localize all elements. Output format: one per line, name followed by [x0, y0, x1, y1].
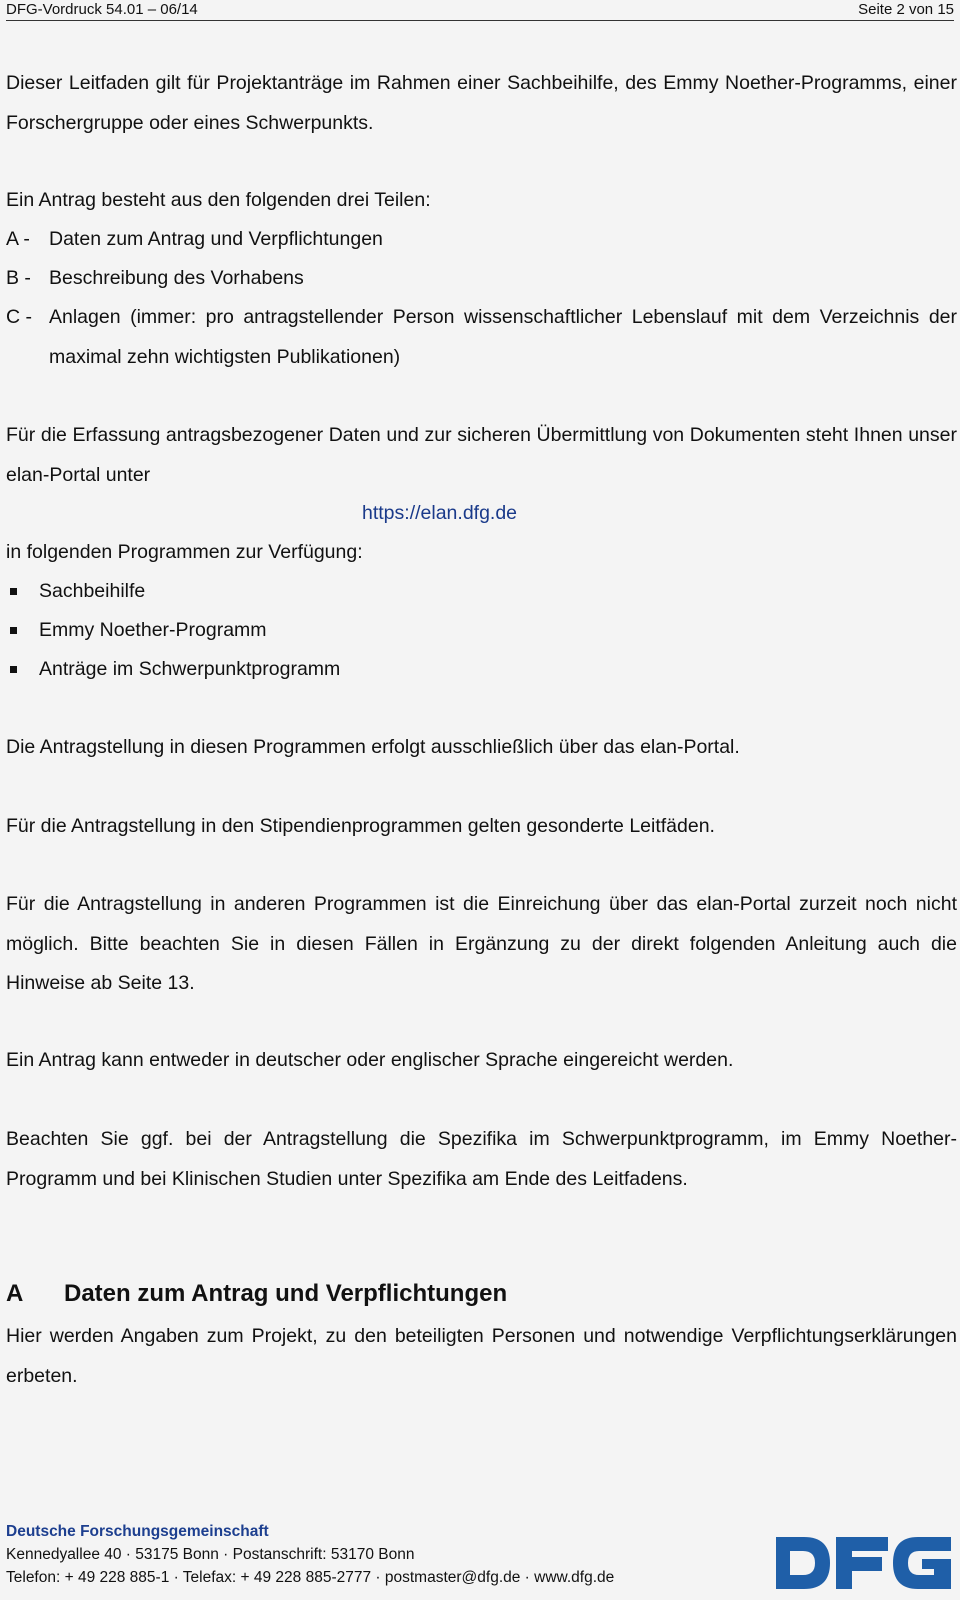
part-item — [6, 298, 957, 377]
exclusive-note: Die Antragstellung in diesen Programmen erfolgt ausschließlich über das elan-Portal. — [6, 736, 740, 758]
program-label: Anträge im Schwerpunktprogramm — [39, 658, 341, 680]
scholarship-note: Für die Antragstellung in den Stipendienprogrammen gelten gesonderte Leitfäden. — [6, 815, 715, 837]
page-header — [6, 0, 954, 21]
section-heading — [6, 1274, 507, 1314]
part-text: Daten zum Antrag und Verpflichtungen — [49, 228, 383, 250]
scope-paragraph: Dieser Leitfaden gilt für Projektanträge im Rahmen einer Sachbeihilfe, des Emmy Noether-Programms, einer Forschergruppe oder eines Schwerpunkts. — [6, 72, 957, 134]
elan-portal-link[interactable]: https://elan.dfg.de — [362, 502, 518, 524]
section-title: Daten zum Antrag und Verpflichtungen — [64, 1280, 508, 1307]
specifics-note: Beachten Sie ggf. bei der Antragstellung die Spezifika im Schwerpunktprogramm, im Emmy Noether-Programm und bei Klinischen Studien unter Spezifika am Ende des Leitfadens. — [6, 1128, 957, 1190]
portal-paragraph: Für die Erfassung antragsbezogener Daten und zur sicheren Übermittlung von Dokumenten steht Ihnen unser elan-Portal unter — [6, 424, 957, 486]
page-footer — [6, 1520, 614, 1589]
page-number: Seite 2 von 15 — [858, 1, 954, 18]
org-contact: Telefon: + 49 228 885-1 · Telefax: + 49 228 885-2777 · postmaster@dfg.de · www.dfg.de — [6, 1569, 615, 1586]
org-address: Kennedyallee 40 · 53175 Bonn · Postanschrift: 53170 Bonn — [6, 1546, 415, 1563]
section-paragraph: Hier werden Angaben zum Projekt, zu den beteiligten Personen und notwendige Verpflichtungserklärungen erbeten. — [6, 1325, 957, 1387]
part-label: C - — [6, 306, 32, 328]
parts-intro: Ein Antrag besteht aus den folgenden drei Teilen: — [6, 189, 431, 211]
other-programs-note: Für die Antragstellung in anderen Programmen ist die Einreichung über das elan-Portal zurzeit noch nicht möglich. Bitte beachten Sie in diesen Fällen in Ergänzung zu der direkt folgenden Anleitung auch die Hinweise ab Seite 13. — [6, 893, 957, 994]
bullet-icon — [10, 666, 17, 673]
program-label: Emmy Noether-Programm — [39, 619, 267, 641]
program-label: Sachbeihilfe — [39, 580, 146, 602]
list-item — [6, 572, 957, 612]
section-letter: A — [6, 1280, 24, 1307]
programs-intro: in folgenden Programmen zur Verfügung: — [6, 541, 363, 563]
form-id: DFG-Vordruck 54.01 – 06/14 — [6, 1, 198, 18]
part-text: Anlagen (immer: pro antragstellender Person wissenschaftlicher Lebenslauf mit dem Verzeichnis der maximal zehn wichtigsten Publikationen) — [49, 306, 957, 368]
bullet-icon — [10, 627, 17, 634]
part-item — [6, 220, 957, 260]
part-label: A - — [6, 228, 30, 250]
language-note: Ein Antrag kann entweder in deutscher oder englischer Sprache eingereicht werden. — [6, 1049, 734, 1071]
part-item — [6, 259, 957, 299]
part-text: Beschreibung des Vorhabens — [49, 267, 304, 289]
org-name: Deutsche Forschungsgemeinschaft — [6, 1523, 269, 1540]
dfg-logo — [776, 1533, 954, 1593]
logo-text: DFG — [776, 1533, 779, 1534]
bullet-icon — [10, 588, 17, 595]
list-item — [6, 650, 957, 690]
part-label: B - — [6, 267, 31, 289]
list-item — [6, 611, 957, 651]
